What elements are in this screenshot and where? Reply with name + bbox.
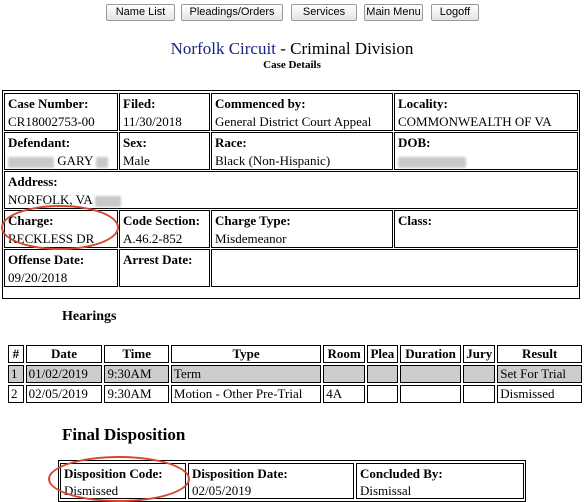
row-duration: [400, 365, 461, 383]
code-section-value: A.46.2-852: [123, 231, 183, 246]
final-disposition-heading: Final Disposition: [62, 425, 186, 444]
col-header-jury: Jury: [463, 345, 495, 363]
row-result: Dismissed: [497, 385, 582, 403]
sex-label: Sex:: [123, 135, 147, 150]
page-title: [0, 39, 584, 59]
commenced-value: General District Court Appeal: [215, 114, 372, 129]
dob-label: DOB:: [398, 135, 431, 150]
col-header-time: Time: [104, 345, 168, 363]
defendant-value: GARY: [57, 153, 93, 168]
concluded-by-cell: [356, 463, 524, 499]
case-number-cell: [4, 93, 118, 131]
dob-cell: [394, 132, 578, 170]
table-row: [8, 365, 582, 383]
redacted-zip: [95, 196, 121, 207]
col-header-result: Result: [497, 345, 582, 363]
charge-type-cell: [211, 210, 393, 248]
code-section-label: Code Section:: [123, 213, 200, 228]
address-cell: [4, 171, 578, 209]
sex-value: Male: [123, 153, 150, 168]
row-result: Set For Trial: [497, 365, 582, 383]
disposition-date-value: 02/05/2019: [192, 483, 252, 498]
row-type: Motion - Other Pre-Trial: [171, 385, 321, 403]
commenced-label: Commenced by:: [215, 96, 306, 111]
sex-cell: [119, 132, 210, 170]
row-date: 01/02/2019: [26, 365, 103, 383]
charge-cell: [4, 210, 118, 248]
address-label: Address:: [8, 174, 58, 189]
row-number: 2: [8, 385, 24, 403]
concluded-by-label: Concluded By:: [360, 466, 443, 481]
disposition-code-value: Dismissed: [64, 483, 119, 498]
defendant-label: Defendant:: [8, 135, 71, 150]
hearings-header-row: [8, 345, 582, 363]
hearings-table: [6, 343, 584, 405]
charge-value: RECKLESS DR: [8, 231, 95, 246]
col-header-duration: Duration: [400, 345, 461, 363]
defendant-cell: [4, 132, 118, 170]
redacted-dob: [398, 157, 466, 168]
court-name: Norfolk Circuit: [170, 39, 276, 58]
code-section-cell: [119, 210, 210, 248]
row-type: Term: [171, 365, 321, 383]
row-plea: [367, 385, 398, 403]
row-duration: [400, 385, 461, 403]
defendant-value-row: [8, 153, 108, 169]
col-header-date: Date: [26, 345, 103, 363]
row-number: 1: [8, 365, 24, 383]
filed-value: 11/30/2018: [123, 114, 182, 129]
top-nav: [0, 4, 584, 22]
row-date: 02/05/2019: [26, 385, 103, 403]
race-label: Race:: [215, 135, 247, 150]
row-jury: [463, 365, 495, 383]
col-header-plea: Plea: [367, 345, 398, 363]
race-cell: [211, 132, 393, 170]
col-header-number: #: [8, 345, 24, 363]
filed-label: Filed:: [123, 96, 156, 111]
col-header-type: Type: [171, 345, 321, 363]
row-time: 9:30AM: [104, 365, 168, 383]
disposition-code-label: Disposition Code:: [64, 466, 163, 481]
charge-label: Charge:: [8, 213, 54, 228]
disposition-date-label: Disposition Date:: [192, 466, 288, 481]
concluded-by-value: Dismissal: [360, 483, 412, 498]
arrest-date-cell: [119, 249, 210, 287]
division-name: - Criminal Division: [275, 39, 414, 58]
redacted-initial: [96, 157, 108, 168]
offense-date-cell: [4, 249, 118, 287]
offense-date-label: Offense Date:: [8, 252, 85, 267]
filed-cell: [119, 93, 210, 131]
row-room: 4A: [323, 385, 365, 403]
disposition-code-cell: [60, 463, 186, 499]
case-number-value: CR18002753-00: [8, 114, 95, 129]
row-room: [323, 365, 365, 383]
locality-cell: [394, 93, 578, 131]
disposition-date-cell: [188, 463, 354, 499]
hearings-heading: Hearings: [62, 309, 117, 324]
table-row: [8, 385, 582, 403]
logoff-button[interactable]: Logoff: [431, 4, 479, 21]
col-header-room: Room: [323, 345, 365, 363]
offense-date-value: 09/20/2018: [8, 270, 68, 285]
row-plea: [367, 365, 398, 383]
main-menu-button[interactable]: Main Menu: [364, 4, 423, 21]
charge-type-value: Misdemeanor: [215, 231, 287, 246]
arrest-date-label: Arrest Date:: [123, 252, 193, 267]
commenced-cell: [211, 93, 393, 131]
row-jury: [463, 385, 495, 403]
redacted-surname: [8, 157, 54, 168]
services-button[interactable]: Services: [291, 4, 357, 21]
class-label: Class:: [398, 213, 432, 228]
page-subtitle: Case Details: [263, 59, 321, 71]
locality-label: Locality:: [398, 96, 448, 111]
pleadings-orders-button[interactable]: Pleadings/Orders: [181, 4, 283, 21]
name-list-button[interactable]: Name List: [106, 4, 175, 21]
locality-value: COMMONWEALTH OF VA: [398, 114, 552, 129]
empty-cell: [211, 249, 578, 287]
row-time: 9:30AM: [104, 385, 168, 403]
charge-type-label: Charge Type:: [215, 213, 291, 228]
address-value: NORFOLK, VA: [8, 192, 93, 207]
race-value: Black (Non-Hispanic): [215, 153, 331, 168]
class-cell: [394, 210, 578, 248]
case-number-label: Case Number:: [8, 96, 89, 111]
